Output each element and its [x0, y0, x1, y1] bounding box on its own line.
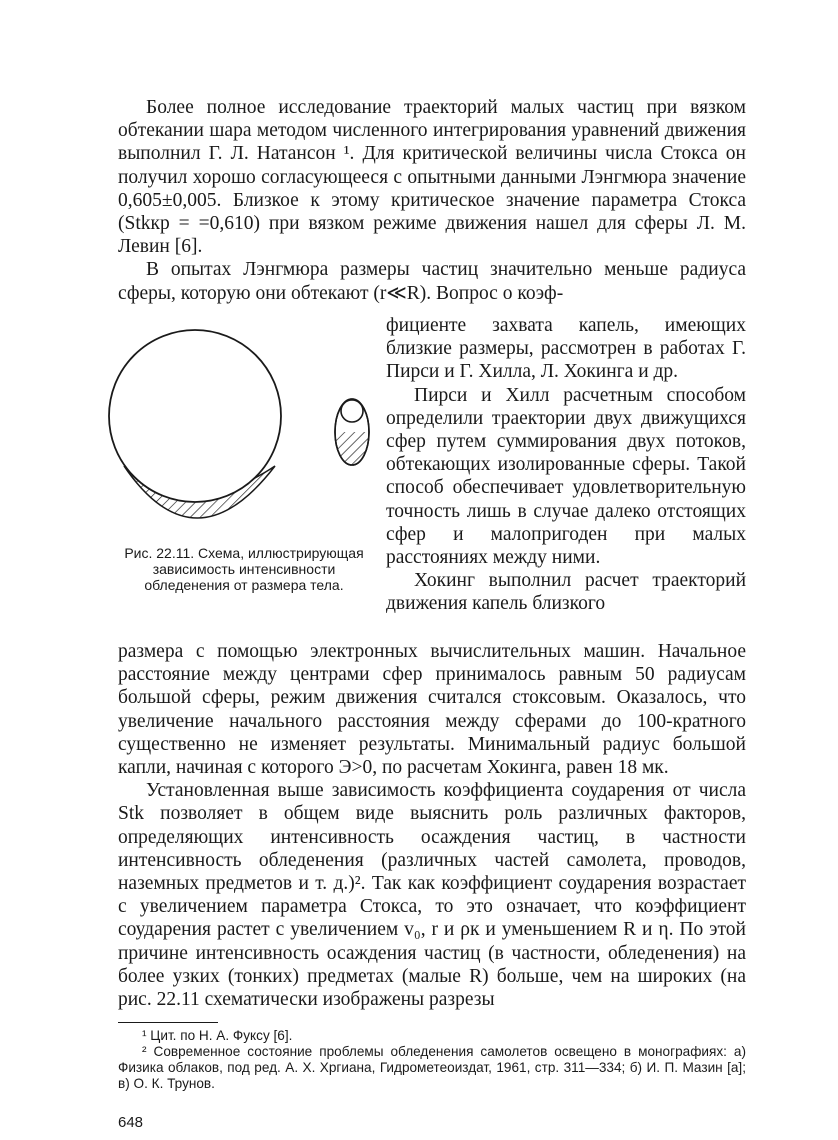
large-sphere — [109, 330, 281, 518]
figure-22-11 — [100, 320, 380, 545]
paragraph-4-rest: размера с помощью электронных вычислительных машин. Начальное расстояние между центрами сфер принималось равным 50 радиусам большой сферы, режим движения считался стоксовым. Оказалось, что увеличение начального расстояния между сферами до 100-кратного существенно не изменяет результаты. Минимальный радиус большой капли, начиная с которого Э>0, по расчетам Хокинга, равен 18 мк. — [118, 641, 746, 779]
paragraph-4-side: Хокинг выполнил расчет траекторий движения капель близкого — [386, 570, 746, 615]
paragraph-1: Более полное исследование траекторий малых частиц при вязком обтекании шара методом численного интегрирования уравнений движения выполнил Г. Л. Натансон ¹. Для критической величины числа Стокса он получил хорошо согласующееся с опытными данными Лэнгмюра значение 0,605±0,005. Близкое к этому критическое значение параметра Стокса (Stkкр = =0,610) при вязком режиме движения нашел для сферы Л. М. Левин [6]. — [118, 97, 746, 258]
footnote-1: ¹ Цит. по Н. А. Фуксу [6]. — [142, 1028, 293, 1043]
paragraph-5: Установленная выше зависимость коэффициента соударения от числа Stk позволяет в общем виде выяснить роль различных факторов, определяющих интенсивность осаждения частиц, в частности интенсивность обледенения (различных частей самолета, проводов, наземных предметов и т. д.)². Так как коэффициент соударения возрастает с увеличением параметра Стокса, то это означает, что коэффициент соударения растет с увеличением v₀, r и ρк и уменьшением R и η. По этой причине интенсивность осаждения частиц (в частности, обледенения) на более узких (тонких) предметах (малые R) больше, чем на широких (на рис. 22.11 схематически изображены разрезы — [118, 780, 746, 1011]
figure-caption: Рис. 22.11. Схема, иллюстрирующая зависимость интенсивности обледенения от размера тела. — [124, 545, 364, 593]
footnotes — [118, 1028, 746, 1092]
body-text-top — [118, 96, 746, 305]
body-text-bottom — [118, 640, 746, 1011]
footnote-divider — [118, 1022, 218, 1023]
figure-drawing — [100, 320, 380, 545]
paragraph-3: Пирси и Хилл расчетным способом определили траектории двух движущихся сфер путем суммирования двух потоков, обтекающих изолированные сферы. Такой способ обеспечивает удовлетворительную точность лишь в случае далеко отстоящих сфер и малопригоден при малых расстояниях между ними. — [386, 384, 746, 569]
paragraph-2-side: фициенте захвата капель, имеющих близкие размеры, рассмотрен в работах Г. Пирси и Г. Хилла, Л. Хокинга и др. — [386, 315, 746, 383]
footnote-2: ² Современное состояние проблемы обледенения самолетов освещено в монографиях: а) Физика облаков, под ред. А. Х. Хргиана, Гидрометеоиздат, 1961, стр. 311—334; б) И. П. Мазин [а]; в) О. К. Трунов. — [118, 1044, 746, 1091]
paragraph-2-top: В опытах Лэнгмюра размеры частиц значительно меньше радиуса сферы, которую они обтекают (r≪R). Вопрос о коэф- — [118, 259, 746, 304]
small-sphere — [332, 399, 372, 472]
side-text — [386, 314, 746, 616]
page-number: 648 — [118, 1114, 144, 1131]
